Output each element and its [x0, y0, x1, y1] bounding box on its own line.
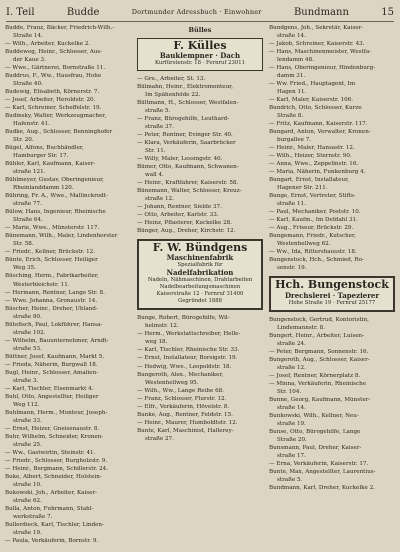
directory-entry-line: Budke, Aug., Schlosser, Benninghofer — [5, 129, 113, 136]
directory-entry-line: straße 77. — [13, 201, 42, 208]
running-name-right: Bundmann — [293, 6, 349, 18]
directory-entry-line: straße 14. — [277, 404, 306, 411]
directory-entry-line: Büttner, Josef, Kaufmann, Markt 5. — [5, 353, 105, 360]
entries-middle-a — [137, 75, 263, 235]
directory-entry-line: — Wwe., Gärtnerei, Bornstraße 11. — [5, 65, 106, 72]
ad-bundgens-line2: Nadeln, Nähmaschinen, Drahtarbeiten — [147, 277, 253, 284]
running-name-left: Budde — [66, 6, 100, 18]
directory-entry-line: straße 5. — [145, 108, 171, 115]
page-header — [6, 3, 394, 22]
directory-entry-line: Bungard, Anton, Verwalter, Kronen- — [269, 129, 371, 136]
part-label: I. Teil — [6, 6, 35, 18]
directory-entry-line: Bunte, Max, Angestellter, Laurentius- — [269, 468, 376, 475]
directory-entry-line: Budde, Franz, Bäcker, Friedrich-Wilh.- — [5, 25, 115, 31]
directory-entry-line: — Franz, Bürogehilfe, Leuthard- — [137, 116, 230, 123]
directory-entry-line: Bünger, Aug., Dreher, Kirchstr. 12. — [137, 228, 236, 235]
directory-entry-line: Bungart, Ernst, Installateur, — [269, 177, 349, 184]
directory-entry-line: Buhlmann, Herm., Monteur, Joseph- — [5, 409, 108, 416]
directory-entry-line: straße 19. — [277, 420, 306, 427]
directory-entry-line: — Ww., Ida, Rittershausstr. 18. — [269, 249, 357, 256]
directory-entry-line: Straße 20. — [277, 436, 307, 443]
directory-entry-line: Bunne, Georg, Kaufmann, Münster- — [269, 396, 371, 403]
ad-kulles-trade: Bauklempner · Dach — [159, 51, 241, 61]
directory-entry-line: — Ww., Gastwirtin, Steinstr. 41. — [5, 449, 96, 456]
directory-entry-line: Bunge, Robert, Bürogehilfe, Wil- — [137, 315, 230, 322]
directory-entry-line: — Karl, Maler, Kaiserstr. 106. — [269, 97, 354, 104]
ad-bundgens-specialty: Nadelfabrikation — [166, 268, 234, 278]
directory-entry-line: weg 18. — [145, 339, 168, 346]
directory-entry-line: — Peter, Bergmann, Sonnenstr. 16. — [269, 348, 369, 355]
directory-entry-line: Rheinlanddamm 120. — [13, 185, 74, 192]
directory-entry-line: — Wilh., Ww., Lange Reihe 68. — [137, 387, 224, 394]
ad-bungenstock-trade: Drechslerei · Tapezierer — [284, 290, 380, 300]
directory-entry-line: — Heinr., Maurer, Humboldtstr. 12. — [137, 419, 238, 426]
directory-entry-line: — Franz, Schlosser, Flurstr. 12. — [137, 395, 227, 402]
directory-entry-line: Bühlmeyer, Gustav, Oberingenieur, — [5, 177, 104, 184]
directory-entry-line: Bungeroth, Alex., Mechaniker, — [137, 371, 224, 378]
directory-entry-line: — Ernst, Heizer, Gneisenaustr. 8. — [5, 425, 100, 432]
directory-entry-line: Bukowski, Joh., Arbeiter, Kaiser- — [5, 489, 98, 496]
ad-bundgens-address: Kaiserstraße 12 · Fernruf 31400 — [156, 291, 244, 298]
directory-entry-line: damm 31. — [277, 73, 306, 80]
section-heading: Bülles — [188, 26, 212, 34]
directory-entry-line: Bültmann, H., Schlosser, Westfalen- — [137, 100, 239, 107]
directory-entry-line: straße 12. — [277, 364, 306, 371]
directory-entry-line: Westenhellweg 95. — [145, 379, 199, 386]
ad-bundgens-line3: Nadelbearbeitungsmaschinen — [159, 284, 241, 291]
directory-entry-line: Bunke, Aug., Rentner, Feldstr. 15. — [137, 411, 233, 418]
directory-entry-line: Bungeroth, Aug., Schlosser, Kaiser- — [269, 356, 370, 363]
directory-entry-line: Buke, Albert, Schneider, Holstein- — [5, 473, 102, 480]
directory-entry-line: Bundgens, Joh., Sekretär, Kaiser- — [269, 25, 364, 31]
directory-entry-line: Bunse, Otto, Bürogehilfe, Lange — [269, 428, 361, 435]
ad-bundgens-founded: Gegründet 1888 — [178, 298, 222, 305]
page-number: 15 — [381, 6, 394, 18]
directory-entry-line: Bugl, Heinr., Schlosser, Amalien- — [5, 369, 99, 376]
directory-entry-line: straße 12. — [145, 196, 174, 203]
directory-entry-line: straße 102. — [13, 329, 46, 336]
column-middle — [137, 24, 263, 549]
directory-entry-line: — Karl, Tischler, Eisenmarkt 4. — [5, 385, 94, 392]
directory-entry-line: straße 10. — [13, 481, 42, 488]
directory-entry-line: Str. 104. — [277, 388, 302, 395]
directory-entry-line: der Kaue 3. — [13, 57, 46, 64]
directory-entry-line: burgallee 7. — [277, 137, 312, 144]
directory-entry-line: Bungert, Heinr., Arbeiter, Luisen- — [269, 332, 365, 339]
directory-entry-line: Büsching, Herm., Fabrikarbeiter, — [5, 273, 99, 280]
directory-entry-line: — Wilhelm, Bauunternehmer, Arndt- — [5, 337, 109, 344]
directory-entry-line: straße 27. — [145, 435, 174, 442]
ad-bundgens-line1: Spezialfabrik für — [177, 262, 223, 269]
directory-entry-line: — Peter, Rentner, Evinger Str. 40. — [137, 132, 233, 139]
directory-entry-line: — Herm., Werkstattschreiber, Helle- — [137, 331, 241, 338]
directory-entry-line: Straße 64. — [13, 217, 43, 224]
directory-entry-line: — Josef, Arbeiter, Heroldstr. 20. — [5, 97, 96, 104]
directory-entry-line: Bügel, Alfons, Buchhändler, — [5, 145, 84, 152]
directory-entry-line: Bundmann, Karl, Dreher, Kuckelke 2. — [269, 484, 375, 491]
directory-entry-line: — Paula, Verkäuferin, Bornstr. 9. — [5, 538, 99, 544]
ad-bundgens-name: F. W. Bündgens — [152, 241, 248, 255]
ad-bundgens-trade: Maschinenfabrik — [166, 253, 234, 263]
directory-entry-line: — Anna, Wwe., Zeppelinstr. 16. — [269, 161, 359, 168]
directory-entry-line: straße 3. — [13, 377, 39, 384]
directory-entry-line: werkstraße 7. — [13, 513, 53, 520]
directory-entry-line: Straße 8. — [277, 113, 304, 120]
directory-entry-line: Büscher, Heinr., Dreher, Uhland- — [5, 305, 98, 312]
directory-entry-line: Bunsmann, Paul, Dreher, Kaiser- — [269, 444, 362, 451]
directory-entry-line: — Gre., Arbeiter, St. 13. — [137, 76, 206, 83]
directory-entry-line: Weg 112. — [13, 401, 40, 408]
directory-entry-line: — Jakob, Schreiner, Kaiserstr. 43. — [269, 41, 365, 48]
directory-entry-line: Bünte, Erich, Schlosser, Heiliger — [5, 257, 98, 264]
directory-entry-line: Bungenstock, Gertrud, Kontoristin, — [269, 316, 369, 323]
directory-entry-line: Bülow, Hans, Ingenieur, Rheinische — [5, 209, 106, 216]
directory-entry-line: — Josef, Rentner, Körnerplatz 8. — [269, 372, 361, 379]
directory-entry-line: — Ernst, Installateur, Borsigstr. 19. — [137, 355, 238, 362]
directory-entry-line: — Johann, Rentner, Sielde 37. — [137, 204, 222, 211]
directory-entry-line: — Friedr., Schlosser, Burgholzstr. 9. — [5, 457, 108, 464]
directory-entry-line: — Heinz, Pflasterer, Kuckelke 28. — [137, 220, 232, 227]
ad-kulles-name: F. Külles — [173, 39, 227, 53]
directory-entry-line: straße 24. — [277, 340, 306, 347]
directory-entry-line: — Fritz, Kaufmann, Kaiserstr. 117. — [269, 121, 368, 128]
header-center-title: Dortmunder Adressbuch · Einwohner — [131, 8, 262, 16]
directory-entry-line: Bungemann, Friedr., Kutscher, — [269, 233, 356, 240]
directory-entry-line: Bünemann, Walter, Schlosser, Kreuz- — [137, 188, 242, 195]
directory-entry-line: — Karl, Kaufm., Im Defdahl 31. — [269, 217, 358, 224]
directory-entry-line: Bütefisch, Paul, Lokführer, Hansa- — [5, 321, 103, 328]
directory-entry-line: Bühler, Karl, Kaufmann, Kaiser- — [5, 161, 96, 168]
directory-entry-line: straße 121. — [13, 169, 46, 176]
entries-right-b — [269, 316, 395, 492]
directory-entry-line: — Wilh., Heizer, Sternstr. 90. — [269, 153, 352, 160]
directory-entry-line: Bullerdieck, Karl, Tischler, Linden- — [5, 521, 104, 528]
directory-entry-line: Hamburger Str. 17. — [13, 153, 69, 160]
directory-entry-line: — Minna, Verkäuferin, Rheinische — [269, 380, 367, 387]
directory-entry-line: Bulla, Anton, Fuhrmann, Stahl- — [5, 505, 94, 512]
directory-entry-line: Bühring, Fr. A., Wwe., Mallinckrodt- — [5, 193, 108, 200]
directory-entry-line: straße 80. — [13, 313, 42, 320]
directory-entry-line: — Aug., Friseur, Brückstr. 29. — [269, 225, 354, 232]
ad-kulles-address: Kurfürstenstr. 18 · Fernruf 23011 — [155, 60, 245, 67]
directory-entry-line: straße 14. — [277, 33, 306, 40]
column-right — [269, 24, 395, 549]
directory-entry-line: Westerbleichstr. 11. — [13, 281, 70, 288]
directory-entry-line: — Hermann, Rentner, Lange Str. 8. — [5, 289, 105, 296]
directory-entry-line: — Hans, Oberingenieur, Hindenburg- — [269, 65, 376, 72]
directory-entry-line: — Willy, Maler, Lessingstr. 40. — [137, 156, 223, 163]
directory-entry-line: — Friedr., Kellner, Brückstr. 12. — [5, 249, 95, 256]
directory-entry-line: — Hans, Maschinenmeister, Westfa- — [269, 49, 372, 56]
directory-entry-line: straße 5. — [277, 476, 303, 483]
directory-entry-line: Bunge, Ernst, Vertreter, Stifts- — [269, 193, 356, 200]
directory-entry-line: senstr. 19. — [277, 265, 307, 272]
ad-bungenstock-address: Hohe Straße 19 · Fernruf 25177 — [288, 299, 376, 306]
directory-entry-line: Hagen 11. — [277, 89, 307, 96]
directory-entry-line: Lindemannstr. 8. — [277, 324, 325, 331]
advertisement-bungenstock — [269, 276, 395, 311]
directory-entry-line: Bungenstock, Hch., Schmied, Ro- — [269, 257, 364, 264]
directory-entry-line: Str. 20. — [13, 137, 34, 144]
directory-entry-line: — Wilh., Arbeiter, Kuckelke 2. — [5, 41, 91, 48]
directory-entry-line: Bunkowski, Wilh., Kellner, Neu- — [269, 412, 359, 419]
advertisement-bundgens — [137, 239, 263, 310]
directory-entry-line: Budinsky, Walter, Werkzeugmacher, — [5, 113, 107, 120]
directory-entry-line: — Klara, Verkäuferin, Saarbrücker — [137, 140, 236, 147]
directory-entry-line: — Hedwig, Wwe., Leopoldstr. 18. — [137, 363, 232, 370]
directory-entry-line: straße 33. — [13, 417, 42, 424]
directory-entry-line: — Heinr., Bergmann, Schillerstr. 24. — [5, 465, 108, 472]
directory-entry-line: — Maria, Näherin, Funkenburg 4. — [269, 169, 366, 176]
directory-entry-line: — Elfr., Verkäuferin, Hövelstr. 8. — [137, 403, 230, 410]
directory-entry-line: — Wwe. Johanna, Gronaustr. 14. — [5, 297, 98, 304]
directory-entry-line: Str. 11. — [145, 148, 166, 155]
ad-bungenstock-name: Hch. Bungenstock — [275, 278, 389, 292]
directory-entry-line: straße 19. — [13, 529, 42, 536]
columns — [5, 24, 395, 549]
directory-entry-line: — Heinr., Kraftfahrer, Kaiserstr. 58. — [137, 180, 239, 187]
column-left — [5, 24, 131, 549]
entries-right-a — [269, 24, 395, 272]
entries-middle-b — [137, 314, 263, 442]
directory-entry-line: straße 62. — [13, 497, 42, 504]
directory-entry-line: — Karl, Schreiner, Scheffelstr. 19. — [5, 105, 102, 112]
advertisement-kulles — [137, 38, 263, 71]
directory-entry-line: lendamm 48. — [277, 57, 314, 64]
directory-entry-line: helmstr. 12. — [145, 323, 179, 330]
directory-entry-line: wall 4. — [145, 172, 164, 179]
directory-entry-line: Buhr, Wilhelm, Schneider, Kronen- — [5, 433, 104, 440]
directory-entry-line: — Marie, Wwe., Münsterstr. 117. — [5, 225, 100, 232]
directory-entry-line: Hafenstr. 41. — [13, 121, 50, 128]
directory-entry-line: Straße 40. — [13, 81, 43, 88]
directory-entry-line: — Heinr., Maler, Hansastr. 12. — [269, 145, 355, 152]
directory-entry-line: Bunte, Karl, Maschinist, Hallerey- — [137, 427, 234, 434]
directory-entry-line: straße 53. — [13, 345, 42, 352]
directory-entry-line: Im Spähenfelde 22. — [145, 92, 201, 99]
directory-entry-line: Bünemann, Wilh., Maler, Lindenhorster — [5, 233, 118, 240]
directory-entry-line: Budewig, Elisabeth, Körnerstr. 7. — [5, 89, 100, 96]
directory-entry-line: — Ww. Fried., Hauptagent, Im — [269, 81, 356, 88]
directory-entry-line: — Karl, Tischler, Rheinische Str. 33. — [137, 347, 240, 354]
directory-entry-line: straße 37. — [145, 124, 174, 131]
directory-entry-line: Westenhellweg 62. — [277, 241, 331, 248]
directory-entry-line: Weg 35. — [13, 265, 36, 272]
directory-entry-line: Bundrich, Otto, Schlosser, Kurze — [269, 105, 362, 112]
directory-entry-line: Bülmahn, Heinr., Elektromonteur, — [137, 84, 234, 91]
directory-entry-line: Straße 14. — [13, 33, 43, 40]
directory-entry-line: straße 17. — [277, 452, 306, 459]
directory-entry-line: straße 11. — [277, 201, 306, 208]
directory-entry-line: Buddrus, F., Ww., Hausfrau, Hohe — [5, 73, 102, 80]
directory-entry-line: Buddeweg, Heinr., Schlosser, Aus- — [5, 49, 103, 56]
directory-entry-line: — Paul, Mechaniker, Poststr. 10. — [269, 209, 361, 216]
directory-entry-line: straße 25. — [13, 441, 42, 448]
directory-entry-line: Hagener Str. 211. — [277, 185, 328, 192]
directory-entry-line: Buhl, Otto, Angestellter, Heiliger — [5, 393, 99, 400]
directory-entry-line: — Erna, Verkäuferin, Kaiserstr. 17. — [269, 460, 369, 467]
directory-entry-line: — Otto, Arbeiter, Karlstr. 33. — [137, 212, 219, 219]
directory-entry-line: — Frieda, Näherin, Burgwall 18. — [5, 361, 98, 368]
directory-entry-line: Bümer, Otto, Kaufmann, Schwanen- — [137, 164, 239, 171]
directory-entry-line: Str. 58. — [13, 241, 34, 248]
